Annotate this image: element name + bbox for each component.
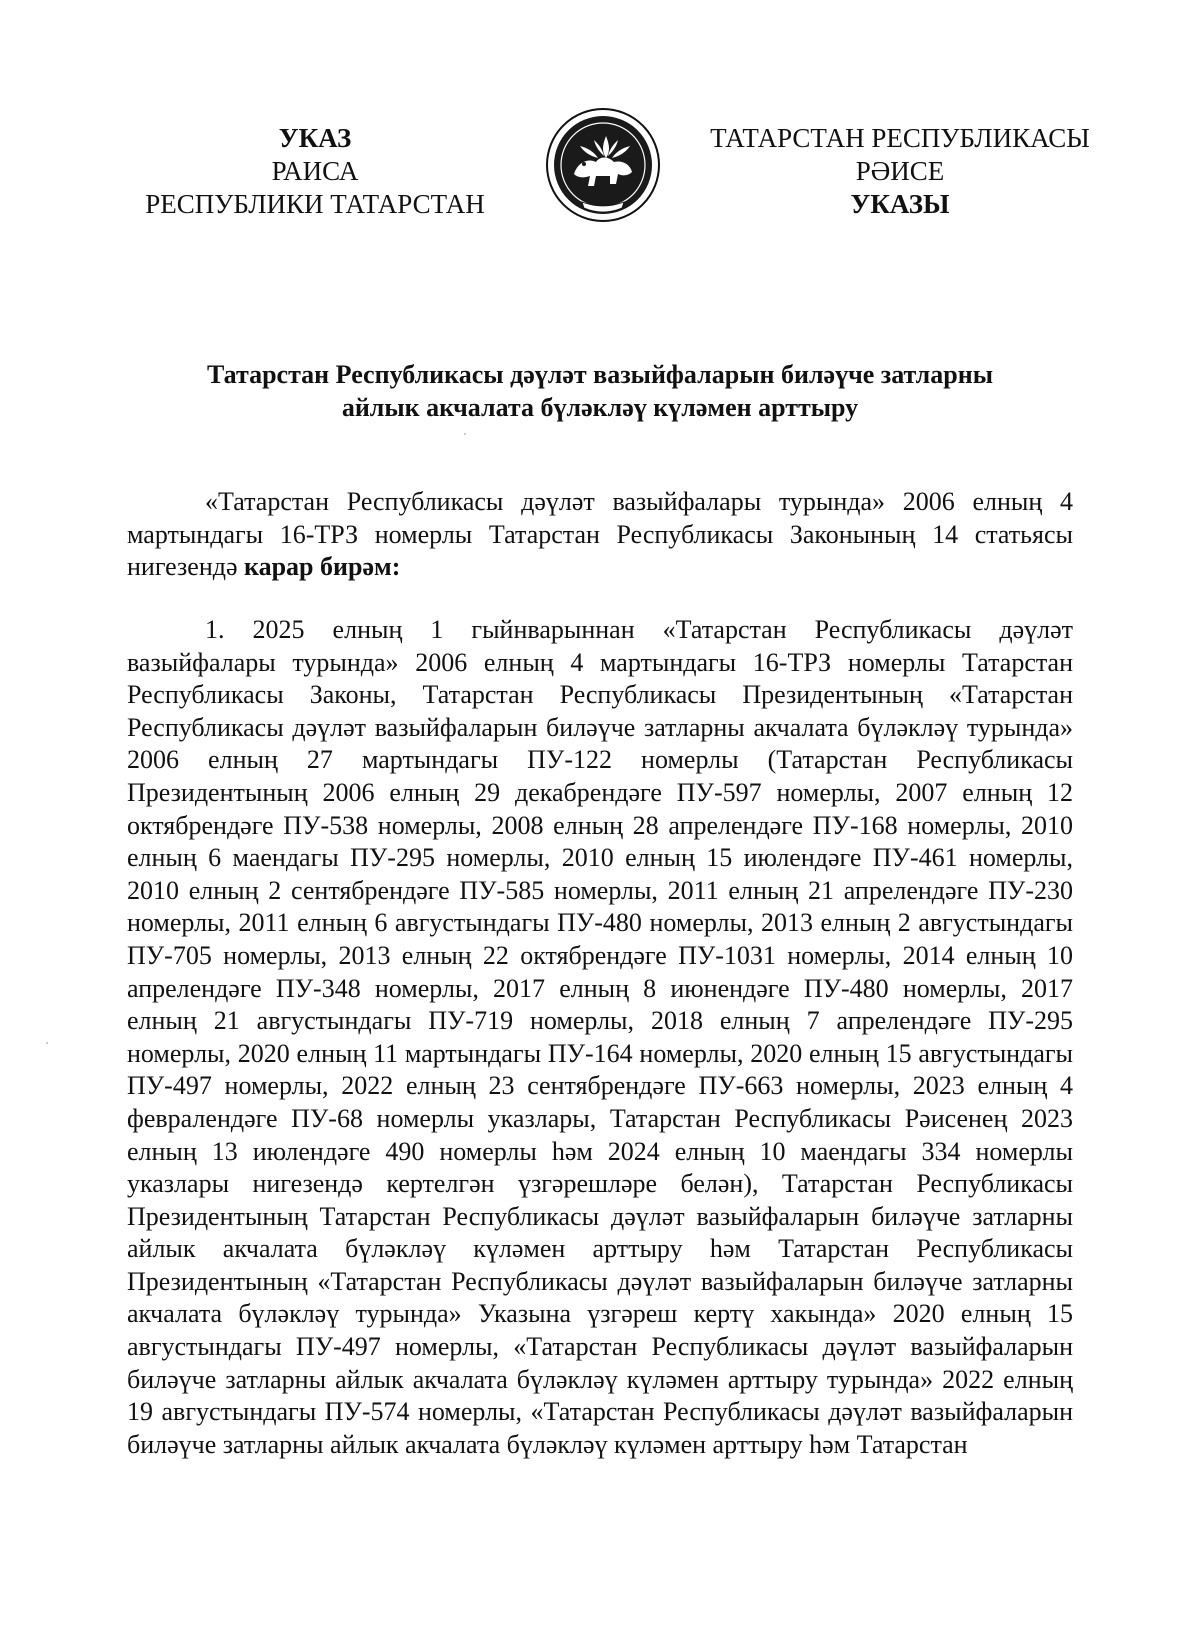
header-right-tatar: [690, 122, 1110, 221]
header-right-line2: РӘИСЕ: [855, 156, 945, 186]
scan-speck: [464, 433, 466, 435]
preamble-paragraph: [127, 486, 1073, 584]
coat-of-arms-icon: [544, 106, 662, 224]
header-left-russian: [120, 122, 510, 221]
header-right-line1: ТАТАРСТАН РЕСПУБЛИКАСЫ: [710, 123, 1090, 153]
document-title: [120, 358, 1080, 424]
header-right-line3: УКАЗЫ: [850, 189, 950, 219]
title-line2: айлык акчалата бүләкләү күләмен арттыру: [341, 393, 859, 422]
header-left-line2: РАИСА: [271, 156, 359, 186]
header-left-line1: УКАЗ: [278, 123, 352, 153]
preamble-text: «Татарстан Республикасы дәүләт вазыйфалары турында» 2006 елның 4 мартындагы 16-ТРЗ номерлы Татарстан Республикасы Законының 14 статьясы нигезендә: [127, 487, 1073, 582]
title-line1: Татарстан Республикасы дәүләт вазыйфаларын биләүче затларны: [206, 360, 994, 389]
scan-speck: [46, 1042, 48, 1044]
preamble-decision: карар бирәм:: [244, 552, 401, 582]
header-left-line3: РЕСПУБЛИКИ ТАТАРСТАН: [145, 189, 485, 219]
paragraph-1: 1. 2025 елның 1 гыйнварыннан «Татарстан Республикасы дәүләт вазыйфалары турында» 2006 елның 4 мартындагы 16-ТРЗ номерлы Татарстан Республикасы Законы, Татарстан Республикасы Президентының «Татарстан Республикасы дәүләт вазыйфаларын биләүче затларны акчалата бүләкләү турында» 2006 елның 27 мартындагы ПУ-122 номерлы (Татарстан Республикасы Президентының 2006 елның 29 декабрендәге ПУ-597 номерлы, 2007 елның 12 октябрендәге ПУ-538 номерлы, 2008 елның 28 апрелендәге ПУ-168 номерлы, 2010 елның 6 маендагы ПУ-295 номерлы, 2010 елның 15 июлендәге ПУ-461 номерлы, 2010 елның 2 сентябрендәге ПУ-585 номерлы, 2011 елның 21 апрелендәге ПУ-230 номерлы, 2011 елның 6 августындагы ПУ-480 номерлы, 2013 елның 2 августындагы ПУ-705 номерлы, 2013 елның 22 октябрендәге ПУ-1031 номерлы, 2014 елның 10 апрелендәге ПУ-348 номерлы, 2017 елның 8 июнендәге ПУ-480 номерлы, 2017 елның 21 августындагы ПУ-719 номерлы, 2018 елның 7 апрелендәге ПУ-295 номерлы, 2020 елның 11 мартындагы ПУ-164 номерлы, 2020 елның 15 августындагы ПУ-497 номерлы, 2022 елның 23 сентябрендәге ПУ-663 номерлы, 2023 елның 4 февралендәге ПУ-68 номерлы указлары, Татарстан Республикасы Рәисенең 2023 елның 13 июлендәге 490 номерлы һәм 2024 елның 10 маендагы 334 номерлы указлары нигезендә кертелгән үзгәрешләре белән), Татарстан Республикасы Президентының Татарстан Республикасы дәүләт вазыйфаларын биләүче затларны айлык акчалата бүләкләү күләмен арттыру һәм Татарстан Республикасы Президентының «Татарстан Республикасы дәүләт вазыйфаларын биләүче затларны акчалата бүләкләү турында» Указына үзгәреш кертү хакында» 2020 елның 15 августындагы ПУ-497 номерлы, «Татарстан Республикасы дәүләт вазыйфаларын биләүче затларны айлык акчалата бүләкләү күләмен арттыру турында» 2022 елның 19 августындагы ПУ-574 номерлы, «Татарстан Республикасы дәүләт вазыйфаларын биләүче затларны айлык акчалата бүләкләү күләмен арттыру һәм Татарстан: [127, 615, 1073, 1459]
